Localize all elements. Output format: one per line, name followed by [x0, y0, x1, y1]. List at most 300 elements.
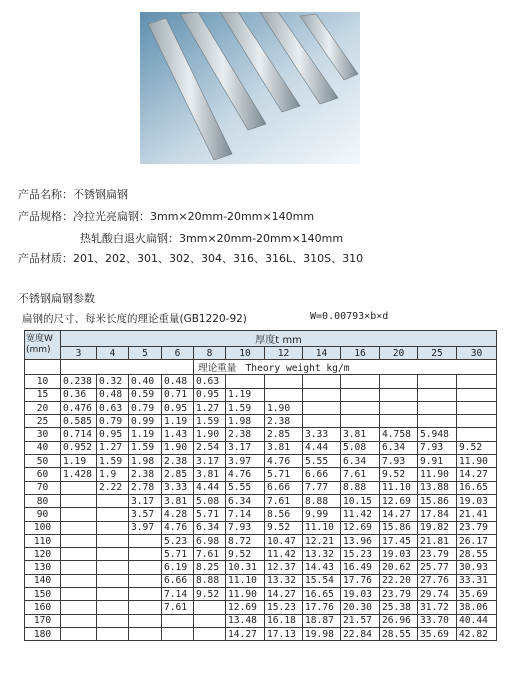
weight-cell: 19.98 — [303, 627, 341, 640]
table-row — [25, 534, 497, 547]
width-cell: 25 — [25, 415, 61, 428]
weight-cell: 14.27 — [457, 468, 497, 481]
weight-cell: 6.19 — [162, 561, 194, 574]
product-name-line — [18, 188, 128, 202]
weight-cell: 7.77 — [303, 481, 341, 494]
table-row — [25, 468, 497, 481]
table-row — [25, 601, 497, 614]
weight-cell — [97, 601, 129, 614]
width-cell: 170 — [25, 614, 61, 627]
table-row — [25, 561, 497, 574]
product-name-value: 不锈钢扁钢 — [73, 188, 128, 201]
weight-cell: 11.42 — [341, 508, 380, 521]
table-row — [25, 614, 497, 627]
weight-cell: 22.84 — [341, 627, 380, 640]
width-cell: 180 — [25, 627, 61, 640]
weight-cell: 1.90 — [162, 441, 194, 454]
section-title: 不锈钢扁钢参数 — [18, 292, 95, 305]
weight-cell: 7.93 — [380, 455, 418, 468]
weight-cell: 4.28 — [162, 508, 194, 521]
weight-cell — [194, 614, 226, 627]
weight-cell: 38.06 — [457, 601, 497, 614]
weight-cell: 9.52 — [265, 521, 303, 534]
weight-cell: 0.95 — [162, 401, 194, 414]
weight-cell: 2.85 — [265, 428, 303, 441]
table-row — [25, 415, 497, 428]
weight-cell: 1.9 — [97, 468, 129, 481]
product-material-label: 产品材质： — [18, 252, 73, 265]
weight-cell — [97, 521, 129, 534]
product-spec-line — [18, 210, 314, 224]
weight-cell — [61, 601, 97, 614]
weight-cell: 0.32 — [97, 375, 129, 388]
weight-cell — [97, 561, 129, 574]
weight-cell: 16.65 — [303, 588, 341, 601]
table-row — [25, 375, 497, 388]
thickness-header: 厚度t mm — [61, 331, 497, 347]
width-cell: 10 — [25, 375, 61, 388]
weight-cell: 10.31 — [226, 561, 265, 574]
width-cell: 20 — [25, 401, 61, 414]
weight-cell: 1.59 — [129, 441, 162, 454]
weight-cell: 3.17 — [194, 455, 226, 468]
weight-cell: 9.91 — [418, 455, 457, 468]
weight-cell: 5.23 — [162, 534, 194, 547]
weight-cell: 19.03 — [380, 548, 418, 561]
weight-cell — [194, 601, 226, 614]
weight-cell: 0.63 — [194, 375, 226, 388]
weight-cell — [129, 548, 162, 561]
weight-cell: 35.69 — [457, 588, 497, 601]
weight-cell: 12.37 — [265, 561, 303, 574]
weight-cell: 6.34 — [226, 494, 265, 507]
weight-cell — [61, 574, 97, 587]
weight-cell: 6.34 — [380, 441, 418, 454]
weight-cell — [61, 561, 97, 574]
weight-cell: 27.76 — [418, 574, 457, 587]
weight-cell — [61, 521, 97, 534]
weight-cell: 31.72 — [418, 601, 457, 614]
weight-cell — [61, 534, 97, 547]
weight-cell: 6.66 — [303, 468, 341, 481]
weight-cell: 2.38 — [226, 428, 265, 441]
weight-cell: 3.57 — [129, 508, 162, 521]
weight-cell — [226, 375, 265, 388]
weight-cell: 3.81 — [265, 441, 303, 454]
weight-cell: 9.52 — [226, 548, 265, 561]
thickness-col-10: 10 — [226, 347, 265, 360]
table-row — [25, 481, 497, 494]
weight-cell — [129, 627, 162, 640]
table-row — [25, 574, 497, 587]
weight-cell: 19.03 — [457, 494, 497, 507]
product-spec-line1: 冷拉光亮扁钢：3mm×20mm-20mm×140mm — [73, 210, 315, 223]
weight-label-spacer — [25, 360, 61, 375]
width-cell: 150 — [25, 588, 61, 601]
weight-unit: Theory weight kg/m — [245, 363, 350, 375]
weight-cell: 12.69 — [226, 601, 265, 614]
width-cell: 120 — [25, 548, 61, 561]
weight-cell — [418, 388, 457, 401]
weight-cell: 16.49 — [341, 561, 380, 574]
weight-cell: 3.81 — [162, 494, 194, 507]
weight-cell: 3.97 — [226, 455, 265, 468]
weight-cell: 20.62 — [380, 561, 418, 574]
weight-cell: 15.54 — [303, 574, 341, 587]
weight-cell: 11.10 — [226, 574, 265, 587]
weight-cell: 1.19 — [61, 455, 97, 468]
table-row — [25, 521, 497, 534]
weight-cell — [457, 428, 497, 441]
weight-cell: 5.55 — [303, 455, 341, 468]
weight-cell: 7.61 — [341, 468, 380, 481]
weight-cell: 0.476 — [61, 401, 97, 414]
table-row — [25, 401, 497, 414]
weight-cell — [61, 494, 97, 507]
weight-cell: 14.27 — [226, 627, 265, 640]
width-cell: 40 — [25, 441, 61, 454]
weight-cell: 0.238 — [61, 375, 97, 388]
weight-cell: 17.84 — [418, 508, 457, 521]
weight-cell: 2.38 — [265, 415, 303, 428]
weight-cell: 6.66 — [162, 574, 194, 587]
weight-cell: 0.63 — [97, 401, 129, 414]
weight-cell: 16.65 — [457, 481, 497, 494]
thickness-col-6: 6 — [162, 347, 194, 360]
weight-cell — [341, 375, 380, 388]
weight-cell: 1.59 — [194, 415, 226, 428]
weight-cell: 1.59 — [97, 455, 129, 468]
weight-cell: 33.31 — [457, 574, 497, 587]
width-cell: 50 — [25, 455, 61, 468]
weight-cell: 7.93 — [226, 521, 265, 534]
weight-cell — [380, 401, 418, 414]
weight-cell: 19.82 — [418, 521, 457, 534]
weight-cell — [194, 627, 226, 640]
weight-cell: 17.76 — [303, 601, 341, 614]
weight-cell — [303, 388, 341, 401]
thickness-col-30: 30 — [457, 347, 497, 360]
weight-cell: 30.93 — [457, 561, 497, 574]
thickness-col-12: 12 — [265, 347, 303, 360]
weight-cell — [303, 415, 341, 428]
weight-cell: 16.18 — [265, 614, 303, 627]
weight-cell: 0.71 — [162, 388, 194, 401]
weight-cell: 0.714 — [61, 428, 97, 441]
weight-cell: 10.47 — [265, 534, 303, 547]
weight-cell: 3.33 — [303, 428, 341, 441]
weight-cell: 3.81 — [194, 468, 226, 481]
thickness-col-5: 5 — [129, 347, 162, 360]
weight-cell — [162, 614, 194, 627]
width-header-line2: (mm) — [26, 345, 51, 356]
weight-cell: 1.19 — [162, 415, 194, 428]
thickness-col-20: 20 — [380, 347, 418, 360]
weight-cell: 13.32 — [303, 548, 341, 561]
width-cell: 160 — [25, 601, 61, 614]
weight-label-row — [25, 360, 497, 375]
weight-cell: 3.33 — [162, 481, 194, 494]
weight-cell — [162, 627, 194, 640]
width-cell: 70 — [25, 481, 61, 494]
weight-cell: 40.44 — [457, 614, 497, 627]
weight-cell: 17.13 — [265, 627, 303, 640]
weight-cell — [97, 614, 129, 627]
weight-cell: 4.76 — [265, 455, 303, 468]
weight-label: 理论重量 — [198, 363, 237, 375]
weight-cell: 17.45 — [380, 534, 418, 547]
weight-cell: 12.21 — [303, 534, 341, 547]
weight-cell — [97, 574, 129, 587]
width-cell: 80 — [25, 494, 61, 507]
weight-cell — [129, 588, 162, 601]
weight-cell: 0.48 — [97, 388, 129, 401]
weight-cell — [341, 401, 380, 414]
weight-cell: 0.95 — [194, 388, 226, 401]
table-row — [25, 508, 497, 521]
weight-cell: 10.15 — [341, 494, 380, 507]
weight-cell: 7.61 — [265, 494, 303, 507]
weight-cell: 6.98 — [194, 534, 226, 547]
weight-cell — [61, 588, 97, 601]
thickness-col-4: 4 — [97, 347, 129, 360]
weight-cell: 0.95 — [97, 428, 129, 441]
weight-cell: 1.428 — [61, 468, 97, 481]
weight-cell: 3.17 — [129, 494, 162, 507]
weight-cell — [61, 614, 97, 627]
weight-cell: 29.74 — [418, 588, 457, 601]
weight-cell: 8.88 — [303, 494, 341, 507]
weight-cell: 13.48 — [226, 614, 265, 627]
product-material-value: 201、202、301、302、304、316、316L、310S、310 — [73, 252, 364, 265]
weight-cell: 17.76 — [341, 574, 380, 587]
width-cell: 15 — [25, 388, 61, 401]
table-body — [25, 360, 497, 641]
weight-cell: 1.90 — [265, 401, 303, 414]
weight-cell: 14.43 — [303, 561, 341, 574]
thickness-col-25: 25 — [418, 347, 457, 360]
weight-cell: 0.79 — [129, 401, 162, 414]
weight-cell: 15.23 — [265, 601, 303, 614]
weight-cell: 26.17 — [457, 534, 497, 547]
thickness-col-14: 14 — [303, 347, 341, 360]
weight-cell: 7.14 — [226, 508, 265, 521]
weight-cell: 2.78 — [129, 481, 162, 494]
weight-cell: 8.72 — [226, 534, 265, 547]
weight-cell — [129, 601, 162, 614]
weight-cell: 1.19 — [226, 388, 265, 401]
table-row — [25, 548, 497, 561]
thickness-col-3: 3 — [61, 347, 97, 360]
width-cell: 140 — [25, 574, 61, 587]
weight-cell: 15.23 — [341, 548, 380, 561]
weight-cell: 5.71 — [162, 548, 194, 561]
weight-cell: 0.59 — [129, 388, 162, 401]
width-cell: 110 — [25, 534, 61, 547]
weight-cell: 9.52 — [380, 468, 418, 481]
weight-cell: 26.96 — [380, 614, 418, 627]
weight-cell — [61, 548, 97, 561]
weight-cell: 11.10 — [380, 481, 418, 494]
weight-cell: 8.25 — [194, 561, 226, 574]
weight-cell: 5.08 — [194, 494, 226, 507]
weight-cell: 25.38 — [380, 601, 418, 614]
weight-cell: 15.86 — [380, 521, 418, 534]
table-row — [25, 627, 497, 640]
weight-cell — [97, 548, 129, 561]
weight-cell — [341, 415, 380, 428]
weight-cell: 2.22 — [97, 481, 129, 494]
weight-cell: 8.88 — [341, 481, 380, 494]
table-row — [25, 494, 497, 507]
weight-cell — [418, 375, 457, 388]
weight-cell: 12.69 — [380, 494, 418, 507]
table-row — [25, 428, 497, 441]
weight-cell: 4.44 — [303, 441, 341, 454]
weight-label-cell — [194, 360, 497, 375]
weight-cell: 11.10 — [303, 521, 341, 534]
weight-cell — [97, 534, 129, 547]
product-material-line — [18, 252, 363, 266]
weight-cell: 0.952 — [61, 441, 97, 454]
product-name-label: 产品名称： — [18, 188, 73, 201]
weight-cell: 12.69 — [341, 521, 380, 534]
weight-cell: 0.40 — [129, 375, 162, 388]
weight-cell: 2.54 — [194, 441, 226, 454]
weight-cell: 4.758 — [380, 428, 418, 441]
weight-cell — [61, 508, 97, 521]
weight-cell — [457, 415, 497, 428]
weight-cell — [380, 375, 418, 388]
weight-cell: 8.56 — [265, 508, 303, 521]
weight-cell: 9.99 — [303, 508, 341, 521]
width-cell: 30 — [25, 428, 61, 441]
weight-cell: 1.98 — [129, 455, 162, 468]
weight-cell: 33.70 — [418, 614, 457, 627]
weight-cell: 8.88 — [194, 574, 226, 587]
weight-cell: 5.71 — [194, 508, 226, 521]
weight-cell — [61, 481, 97, 494]
weight-cell: 1.90 — [194, 428, 226, 441]
width-header — [25, 331, 61, 360]
weight-cell: 9.52 — [457, 441, 497, 454]
width-cell: 100 — [25, 521, 61, 534]
weight-cell — [265, 375, 303, 388]
thickness-header-row — [25, 331, 497, 347]
weight-cell: 3.97 — [129, 521, 162, 534]
weight-cell: 13.32 — [265, 574, 303, 587]
weight-cell: 3.81 — [341, 428, 380, 441]
weight-cell: 0.79 — [97, 415, 129, 428]
weight-cell: 21.41 — [457, 508, 497, 521]
weight-cell: 6.34 — [194, 521, 226, 534]
weight-cell: 7.61 — [194, 548, 226, 561]
weight-cell: 25.77 — [418, 561, 457, 574]
weight-cell — [380, 388, 418, 401]
weight-cell: 28.55 — [457, 548, 497, 561]
table-row — [25, 388, 497, 401]
weight-cell — [418, 401, 457, 414]
weight-cell: 28.55 — [380, 627, 418, 640]
weight-cell: 1.27 — [97, 441, 129, 454]
weight-cell: 21.57 — [341, 614, 380, 627]
weight-cell: 23.79 — [380, 588, 418, 601]
weight-cell — [129, 534, 162, 547]
product-spec-label: 产品规格： — [18, 210, 73, 223]
weight-cell: 11.90 — [457, 455, 497, 468]
width-cell: 130 — [25, 561, 61, 574]
weight-cell — [303, 401, 341, 414]
weight-cell: 4.76 — [162, 521, 194, 534]
weight-cell: 19.03 — [341, 588, 380, 601]
weight-cell — [418, 415, 457, 428]
weight-cell: 2.38 — [162, 455, 194, 468]
weight-cell: 4.44 — [194, 481, 226, 494]
table-row — [25, 588, 497, 601]
weight-cell: 20.30 — [341, 601, 380, 614]
weight-cell: 7.93 — [418, 441, 457, 454]
weight-cell — [457, 388, 497, 401]
weight-cell: 23.79 — [418, 548, 457, 561]
weight-cell: 22.20 — [380, 574, 418, 587]
weight-cell — [129, 561, 162, 574]
weight-cell: 2.85 — [162, 468, 194, 481]
weight-cell — [265, 388, 303, 401]
weight-cell — [380, 415, 418, 428]
weight-cell: 11.90 — [418, 468, 457, 481]
product-photo — [140, 12, 360, 164]
weight-cell: 6.34 — [341, 455, 380, 468]
weight-cell: 1.19 — [129, 428, 162, 441]
weight-cell: 0.99 — [129, 415, 162, 428]
weight-cell: 1.59 — [226, 401, 265, 414]
weight-cell: 0.585 — [61, 415, 97, 428]
weight-cell: 9.52 — [194, 588, 226, 601]
weight-cell: 2.38 — [129, 468, 162, 481]
weight-cell: 3.17 — [226, 441, 265, 454]
weight-cell: 0.48 — [162, 375, 194, 388]
weight-cell — [457, 375, 497, 388]
weight-cell: 11.90 — [226, 588, 265, 601]
table-caption-line — [22, 311, 389, 326]
weight-cell — [97, 508, 129, 521]
weight-cell: 42.82 — [457, 627, 497, 640]
table-caption: 扁钢的尺寸、每米长度的理论重量(GB1220-92) — [22, 313, 247, 325]
weight-cell: 5.55 — [226, 481, 265, 494]
weight-table — [24, 330, 497, 641]
width-cell: 60 — [25, 468, 61, 481]
thickness-col-8: 8 — [194, 347, 226, 360]
weight-cell: 1.98 — [226, 415, 265, 428]
thickness-values-row — [25, 347, 497, 360]
weight-cell: 0.36 — [61, 388, 97, 401]
weight-cell — [129, 614, 162, 627]
weight-cell: 5.948 — [418, 428, 457, 441]
weight-cell: 13.96 — [341, 534, 380, 547]
weight-cell: 18.87 — [303, 614, 341, 627]
weight-formula: W=0.00793×b×d — [310, 311, 389, 322]
weight-cell: 4.76 — [226, 468, 265, 481]
weight-cell: 15.86 — [418, 494, 457, 507]
weight-cell: 35.69 — [418, 627, 457, 640]
thickness-col-16: 16 — [341, 347, 380, 360]
weight-cell — [97, 494, 129, 507]
table-row — [25, 441, 497, 454]
weight-cell — [303, 375, 341, 388]
width-cell: 90 — [25, 508, 61, 521]
weight-cell — [129, 574, 162, 587]
weight-cell — [457, 401, 497, 414]
